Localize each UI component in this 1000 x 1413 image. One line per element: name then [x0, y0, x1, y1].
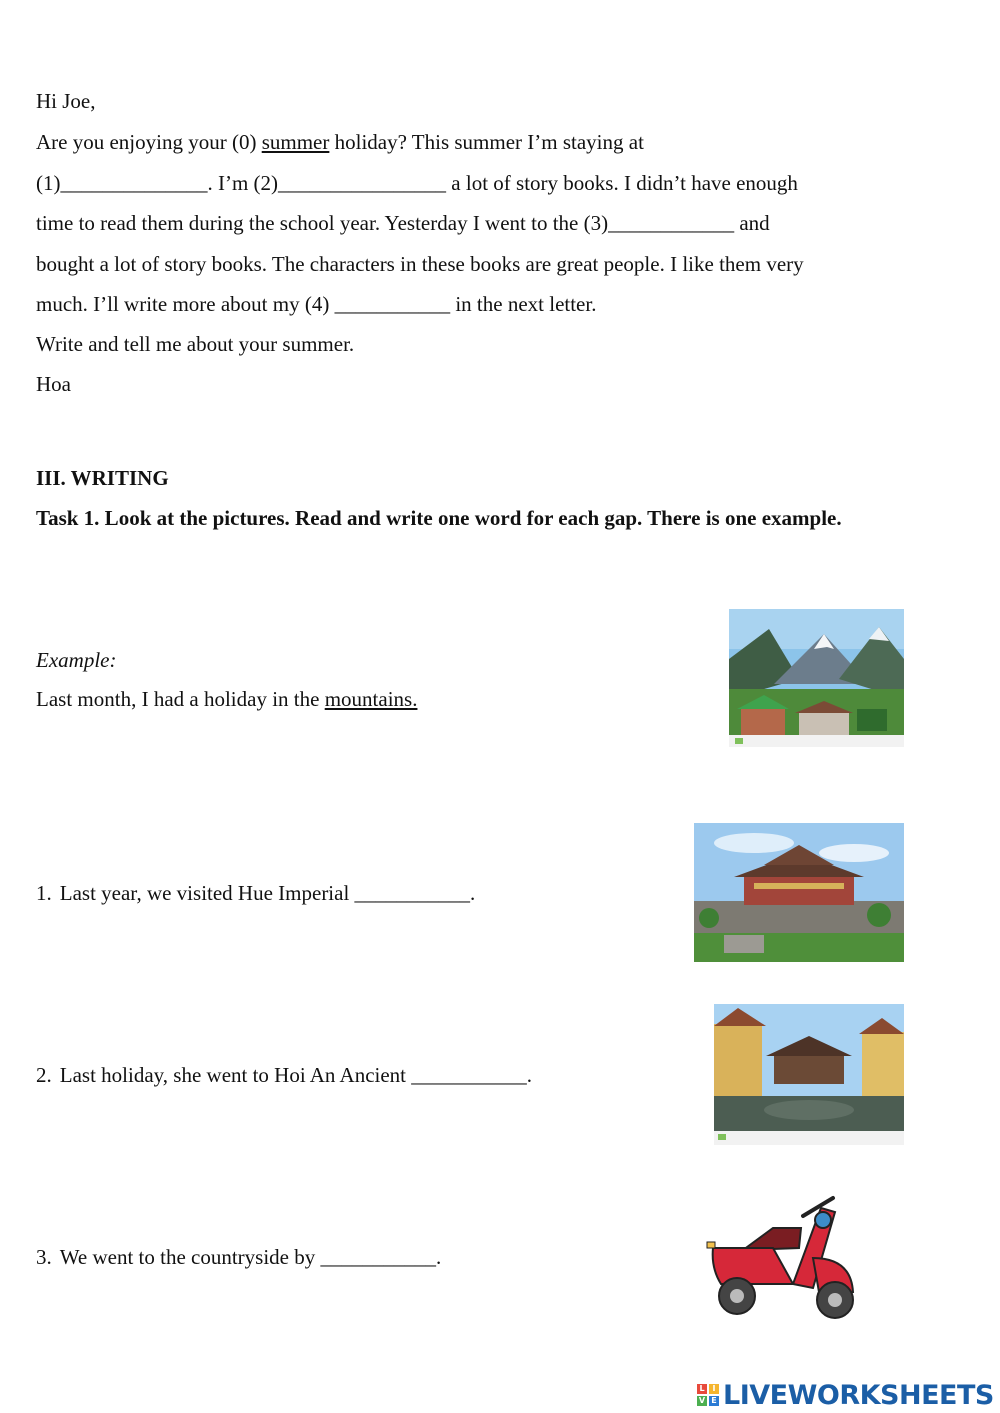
question-1	[36, 880, 475, 906]
logo-block-i: I	[709, 1384, 719, 1394]
letter-line-1	[36, 129, 644, 155]
scooter-picture-svg	[703, 1188, 863, 1324]
hue-citadel-picture	[694, 823, 904, 962]
letter-line-1-end: holiday? This summer I’m staying at	[329, 130, 644, 154]
question-3-text: We went to the countryside by ___________.	[59, 1245, 442, 1269]
question-1-number: 1.	[36, 881, 52, 905]
logo-block-e: E	[709, 1396, 719, 1406]
letter-line-3: time to read them during the school year. Yesterday I went to the (3)____________ and	[36, 211, 770, 235]
letter-line-5: much. I’ll write more about my (4) ___________ in the next letter.	[36, 292, 597, 316]
question-1-text: Last year, we visited Hue Imperial ___________.	[59, 881, 476, 905]
liveworksheets-logo	[697, 1378, 994, 1412]
letter-line-2: (1)______________. I’m (2)________________ a lot of story books. I didn’t have enough	[36, 171, 798, 195]
letter-line-4: bought a lot of story books. The characters in these books are great people. I like them very	[36, 252, 804, 276]
letter-greeting: Hi Joe,	[36, 89, 96, 113]
letter-signature: Hoa	[36, 372, 71, 396]
question-2	[36, 1062, 532, 1088]
example-sentence	[36, 686, 417, 712]
logo-blocks	[697, 1384, 719, 1406]
section-heading: III. WRITING	[36, 466, 169, 490]
question-3-number: 3.	[36, 1245, 52, 1269]
question-3	[36, 1244, 441, 1270]
logo-block-v: V	[698, 1396, 706, 1405]
task-instructions: Task 1. Look at the pictures. Read and write one word for each gap. There is one example.	[36, 506, 842, 530]
question-2-number: 2.	[36, 1063, 52, 1087]
scooter-picture	[703, 1188, 863, 1324]
example-answer-mountains: mountains.	[324, 687, 418, 711]
letter-line-6: Write and tell me about your summer.	[36, 332, 355, 356]
example-label: Example:	[36, 648, 117, 672]
example-sentence-text: Last month, I had a holiday in the	[36, 687, 325, 711]
letter-line-1-start: Are you enjoying your (0)	[36, 130, 262, 154]
mountains-picture	[729, 609, 904, 747]
mountains-picture-svg	[729, 609, 904, 747]
hoi-an-picture	[714, 1004, 904, 1145]
hue-citadel-picture-svg	[694, 823, 904, 962]
hoi-an-picture-svg	[714, 1004, 904, 1145]
logo-block-l: L	[697, 1384, 707, 1394]
question-2-text: Last holiday, she went to Hoi An Ancient ___________.	[59, 1063, 533, 1087]
logo-text: LIVEWORKSHEETS	[723, 1379, 994, 1411]
example-answer-summer: summer	[261, 130, 330, 154]
